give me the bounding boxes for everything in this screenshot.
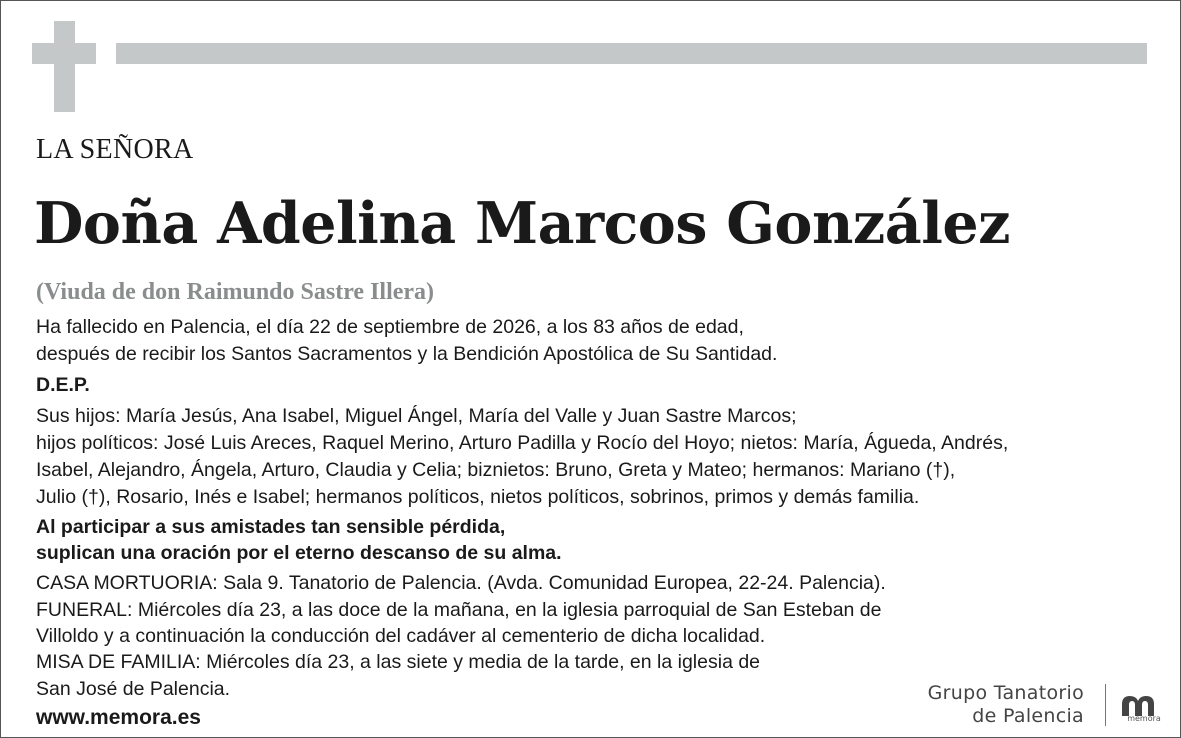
appeal-line-2: suplican una oración por el eterno descanso de su alma. xyxy=(36,542,562,564)
family-line-2: hijos políticos: José Luis Areces, Raquel Merino, Arturo Padilla y Rocío del Hoyo; nietos: María, Águeda, Andrés, xyxy=(36,432,1009,454)
family-line-3: Isabel, Alejandro, Ángela, Arturo, Claudia y Celia; biznietos: Bruno, Greta y Mateo; hermanos: Mariano (†), xyxy=(36,459,956,481)
dep-label: D.E.P. xyxy=(36,374,90,396)
logo-line-1: Grupo Tanatorio xyxy=(927,682,1084,704)
cross-icon-vertical xyxy=(54,21,75,112)
logo-mark-text: memora xyxy=(1127,714,1161,723)
website-link[interactable]: www.memora.es xyxy=(36,706,201,729)
death-line-2: después de recibir los Santos Sacramentos y la Bendición Apostólica de Su Santidad. xyxy=(36,343,778,365)
misa-line-2: San José de Palencia. xyxy=(36,678,231,700)
family-line-4: Julio (†), Rosario, Inés e Isabel; hermanos políticos, nietos políticos, sobrinos, primos y demás familia. xyxy=(36,486,920,508)
deceased-name: Doña Adelina Marcos González xyxy=(34,190,1010,257)
appeal-line-1: Al participar a sus amistades tan sensible pérdida, xyxy=(36,516,506,538)
death-line-1: Ha fallecido en Palencia, el día 22 de septiembre de 2026, a los 83 años de edad, xyxy=(36,316,744,338)
funeral-line-2: Villoldo y a continuación la conducción del cadáver al cementerio de dicha localidad. xyxy=(36,625,766,647)
title-line: LA SEÑORA xyxy=(36,134,194,165)
misa-line-1: MISA DE FAMILIA: Miércoles día 23, a las siete y media de la tarde, en la iglesia de xyxy=(36,651,761,673)
cross-icon-horizontal xyxy=(32,43,96,64)
family-line-1: Sus hijos: María Jesús, Ana Isabel, Miguel Ángel, María del Valle y Juan Sastre Marcos; xyxy=(36,405,797,427)
logo-divider xyxy=(1105,684,1106,726)
header-bar xyxy=(116,43,1147,64)
casa-mortuoria: CASA MORTUORIA: Sala 9. Tanatorio de Palencia. (Avda. Comunidad Europea, 22-24. Palencia). xyxy=(36,572,886,594)
funeral-line-1: FUNERAL: Miércoles día 23, a las doce de la mañana, en la iglesia parroquial de San Esteban de xyxy=(36,599,882,621)
tanatorio-logo xyxy=(927,680,1170,728)
widow-of: (Viuda de don Raimundo Sastre Illera) xyxy=(36,279,435,305)
logo-line-2: de Palencia xyxy=(972,705,1084,727)
